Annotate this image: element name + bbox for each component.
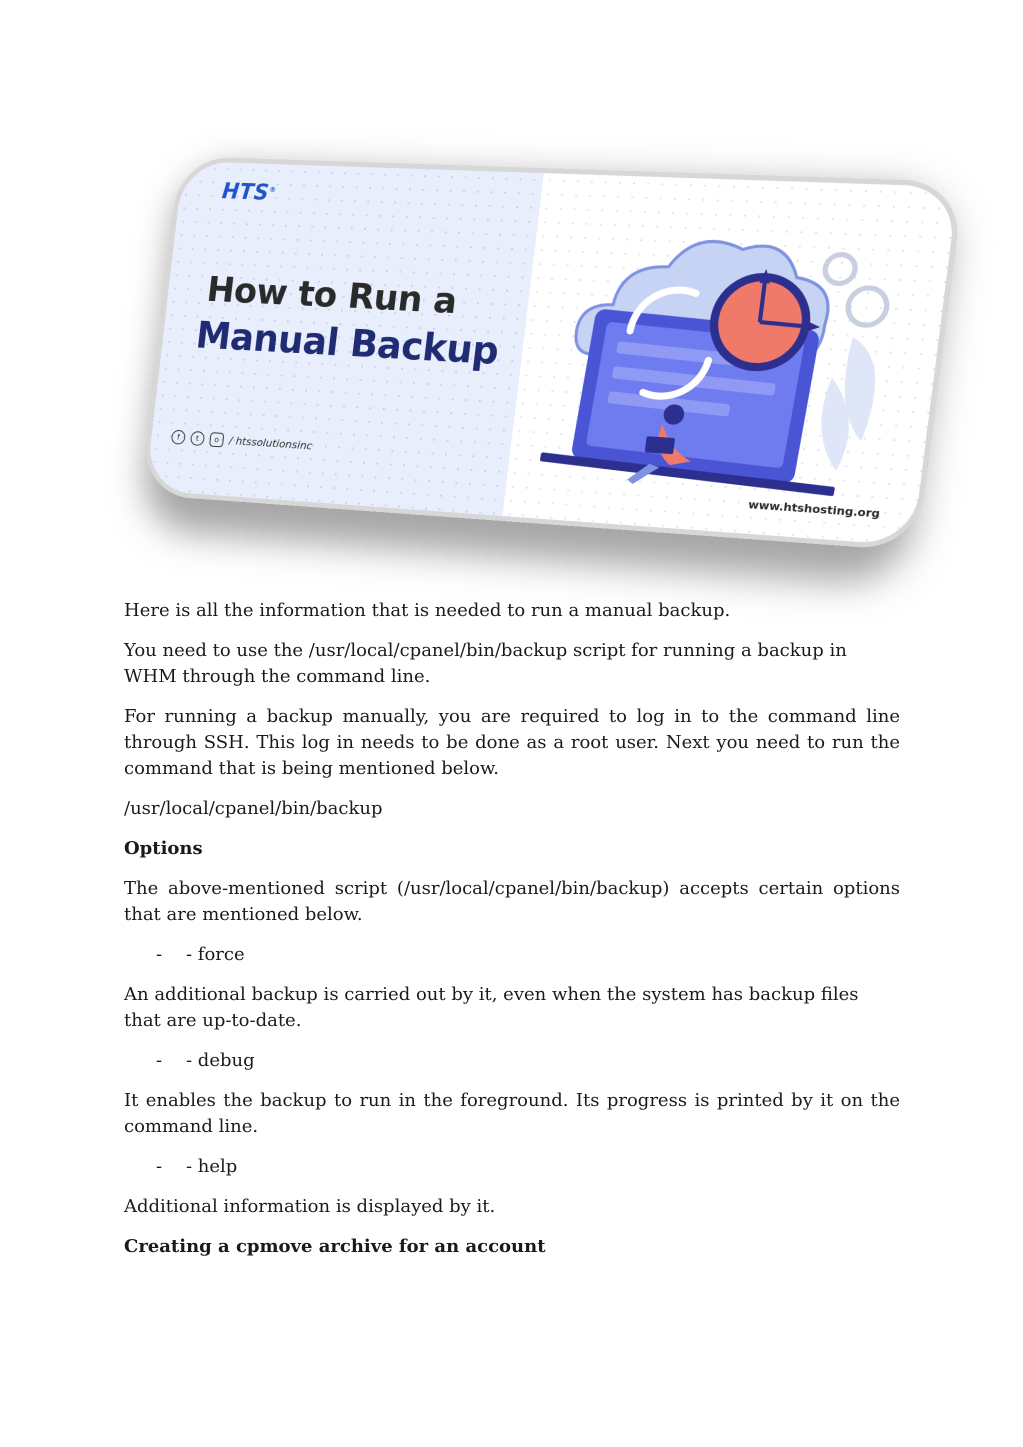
banner-card [140, 156, 964, 551]
article-body [124, 598, 900, 1274]
instagram-icon: o [209, 432, 224, 447]
option-item [124, 1154, 900, 1180]
gear-icon [819, 254, 893, 326]
banner-title-line2: Manual Backup [193, 313, 501, 373]
facebook-icon: f [171, 430, 186, 445]
bullet-dash: - [156, 1050, 163, 1071]
paragraph-script: You need to use the /usr/local/cpanel/bin/backup script for running a backup in WHM through the command line. [124, 640, 847, 687]
backup-illustration [535, 202, 922, 515]
paragraph-intro: Here is all the information that is needed to run a manual backup. [124, 600, 731, 621]
website-url: www.htshosting.org [747, 498, 881, 521]
option-description: An additional backup is carried out by it, even when the system has backup files that are up-to-date. [124, 984, 859, 1031]
heading-options: Options [124, 838, 203, 859]
bullet-dash: - [156, 1156, 163, 1177]
paragraph-ssh: For running a backup manually, you are required to log in to the command line through SSH. This log in needs to be done as a root user. Next you need to run the command that is being mentioned below. [124, 706, 900, 779]
option-name: - debug [186, 1050, 255, 1071]
option-item [124, 1048, 900, 1074]
leaf-icon [815, 336, 881, 473]
option-name: - help [186, 1156, 238, 1177]
bullet-dash: - [156, 944, 163, 965]
social-row [171, 430, 313, 454]
option-name: - force [186, 944, 245, 965]
social-handle: / htssolutionsinc [228, 434, 314, 453]
twitter-icon: t [190, 431, 205, 446]
banner-image [108, 138, 938, 578]
option-description: It enables the backup to run in the foreground. Its progress is printed by it on the command line. [124, 1090, 900, 1137]
paragraph-options-intro: The above-mentioned script (/usr/local/cpanel/bin/backup) accepts certain options that are mentioned below. [124, 878, 900, 925]
command-line: /usr/local/cpanel/bin/backup [124, 798, 383, 819]
banner-title-line1: How to Run a [204, 269, 459, 322]
hts-logo: HTS® [220, 179, 277, 206]
option-item [124, 942, 900, 968]
banner-left-panel [145, 161, 544, 516]
option-description: Additional information is displayed by it. [124, 1196, 496, 1217]
heading-cpmove: Creating a cpmove archive for an account [124, 1236, 546, 1257]
banner-right-panel [502, 173, 958, 546]
